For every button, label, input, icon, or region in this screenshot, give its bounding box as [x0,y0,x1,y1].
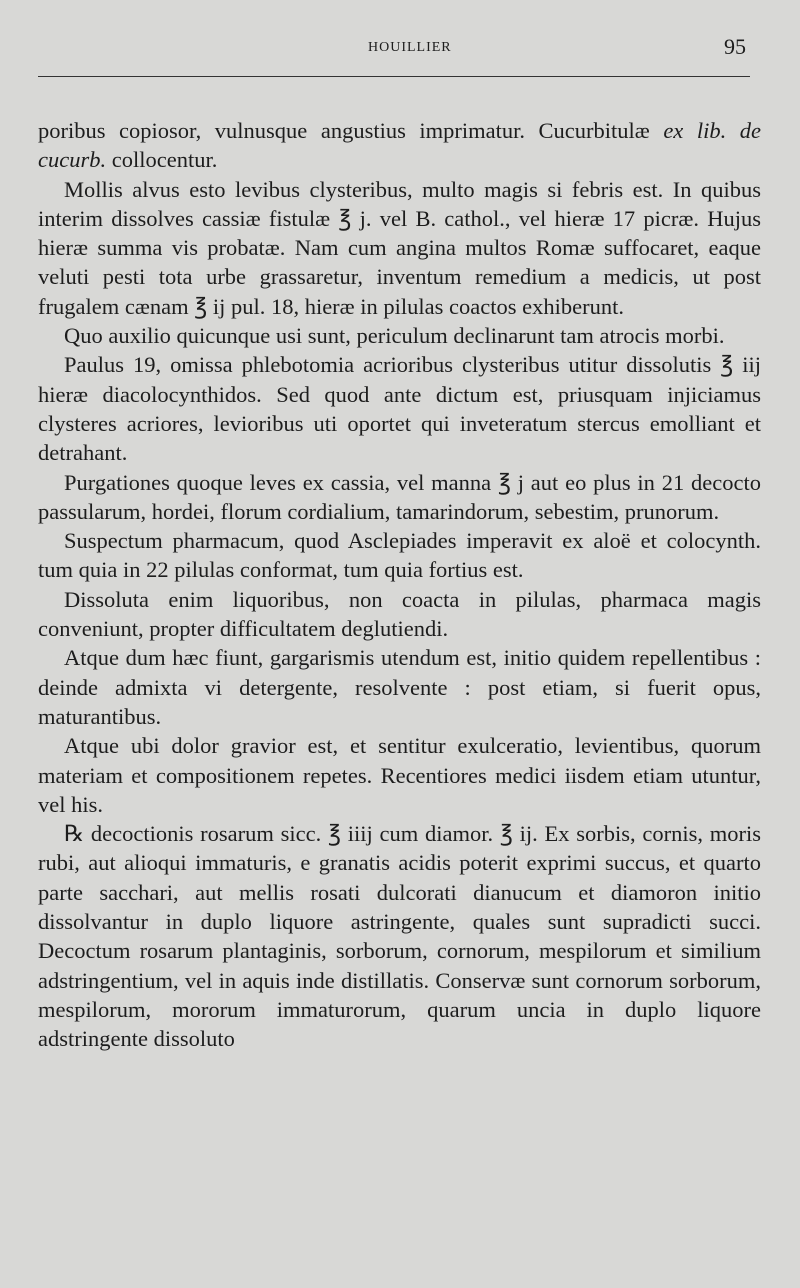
body-text [38,116,761,1054]
paragraph: poribus copiosor, vulnusque angustius imprimatur. Cucurbitulæ ex lib. de cucurb. collocentur. [38,118,761,173]
paragraph: ℞ decoctionis rosarum sicc. ℥ iiij cum diamor. ℥ ij. Ex sorbis, cornis, moris rubi, aut alioqui immaturis, e granatis acidis poterit exprimi succus, et quarto parte sacchari, aut mellis rosati dulcorati dianucum et diamoron initio dissolvantur in duplo liquore astringente, quales sunt supradicti succi. Decoctum rosarum plantaginis, sorborum, cornorum, mespilorum et similium adstringentium, vel in aquis inde distillatis. Conservæ sunt cornorum sorborum, mespilorum, mororum immaturorum, quarum uncia in duplo liquore adstringente dissoluto [38,821,761,1052]
header-rule [38,76,750,77]
paragraph: Atque dum hæc fiunt, gargarismis utendum est, initio quidem repellentibus : deinde admixta vi detergente, resolvente : post etiam, si fuerit opus, maturantibus. [38,645,761,729]
paragraph: Quo auxilio quicunque usi sunt, periculum declinarunt tam atrocis morbi. [64,323,725,349]
page-number: 95 [724,34,746,59]
page-header [38,34,758,64]
paragraph: Atque ubi dolor gravior est, et sentitur exulceratio, levientibus, quorum materiam et compositionem repetes. Recentiores medici iisdem etiam utuntur, vel his. [38,733,761,817]
paragraph: Purgationes quoque leves ex cassia, vel manna ℥ j aut eo plus in 21 decocto passularum, hordei, florum cordialium, tamarindorum, sebestim, prunorum. [38,469,761,524]
paragraph: Dissoluta enim liquoribus, non coacta in pilulas, pharmaca magis conveniunt, propter difficultatem deglutiendi. [38,586,761,642]
running-head: HOUILLIER [368,40,452,55]
paragraph: Mollis alvus esto levibus clysteribus, multo magis si febris est. In quibus interim dissolves cassiæ fistulæ ℥ j. vel B. cathol., vel hieræ 17 picræ. Hujus hieræ summa vis probatæ. Nam cum angina multos Romæ suffocaret, eaque veluti pesti tota urbe grassaretur, inventum remedium a medicis, ut post frugalem cænam ℥ ij pul. 18, hieræ in pilulas coactos exhiberunt. [38,176,761,319]
paragraph: Suspectum pharmacum, quod Asclepiades imperavit ex aloë et colocynth. tum quia in 22 pilulas conformat, tum quia fortius est. [38,528,761,583]
italic-reference: ex lib. de cucurb. [38,118,761,173]
paragraph: Paulus 19, omissa phlebotomia acrioribus clysteribus utitur dissolutis ℥ iij hieræ diacolocynthidos. Sed quod ante dictum est, priusquam injiciamus clysteres acriores, levioribus uti oportet qui inveteratum stercus emolliant et detrahant. [38,352,761,466]
